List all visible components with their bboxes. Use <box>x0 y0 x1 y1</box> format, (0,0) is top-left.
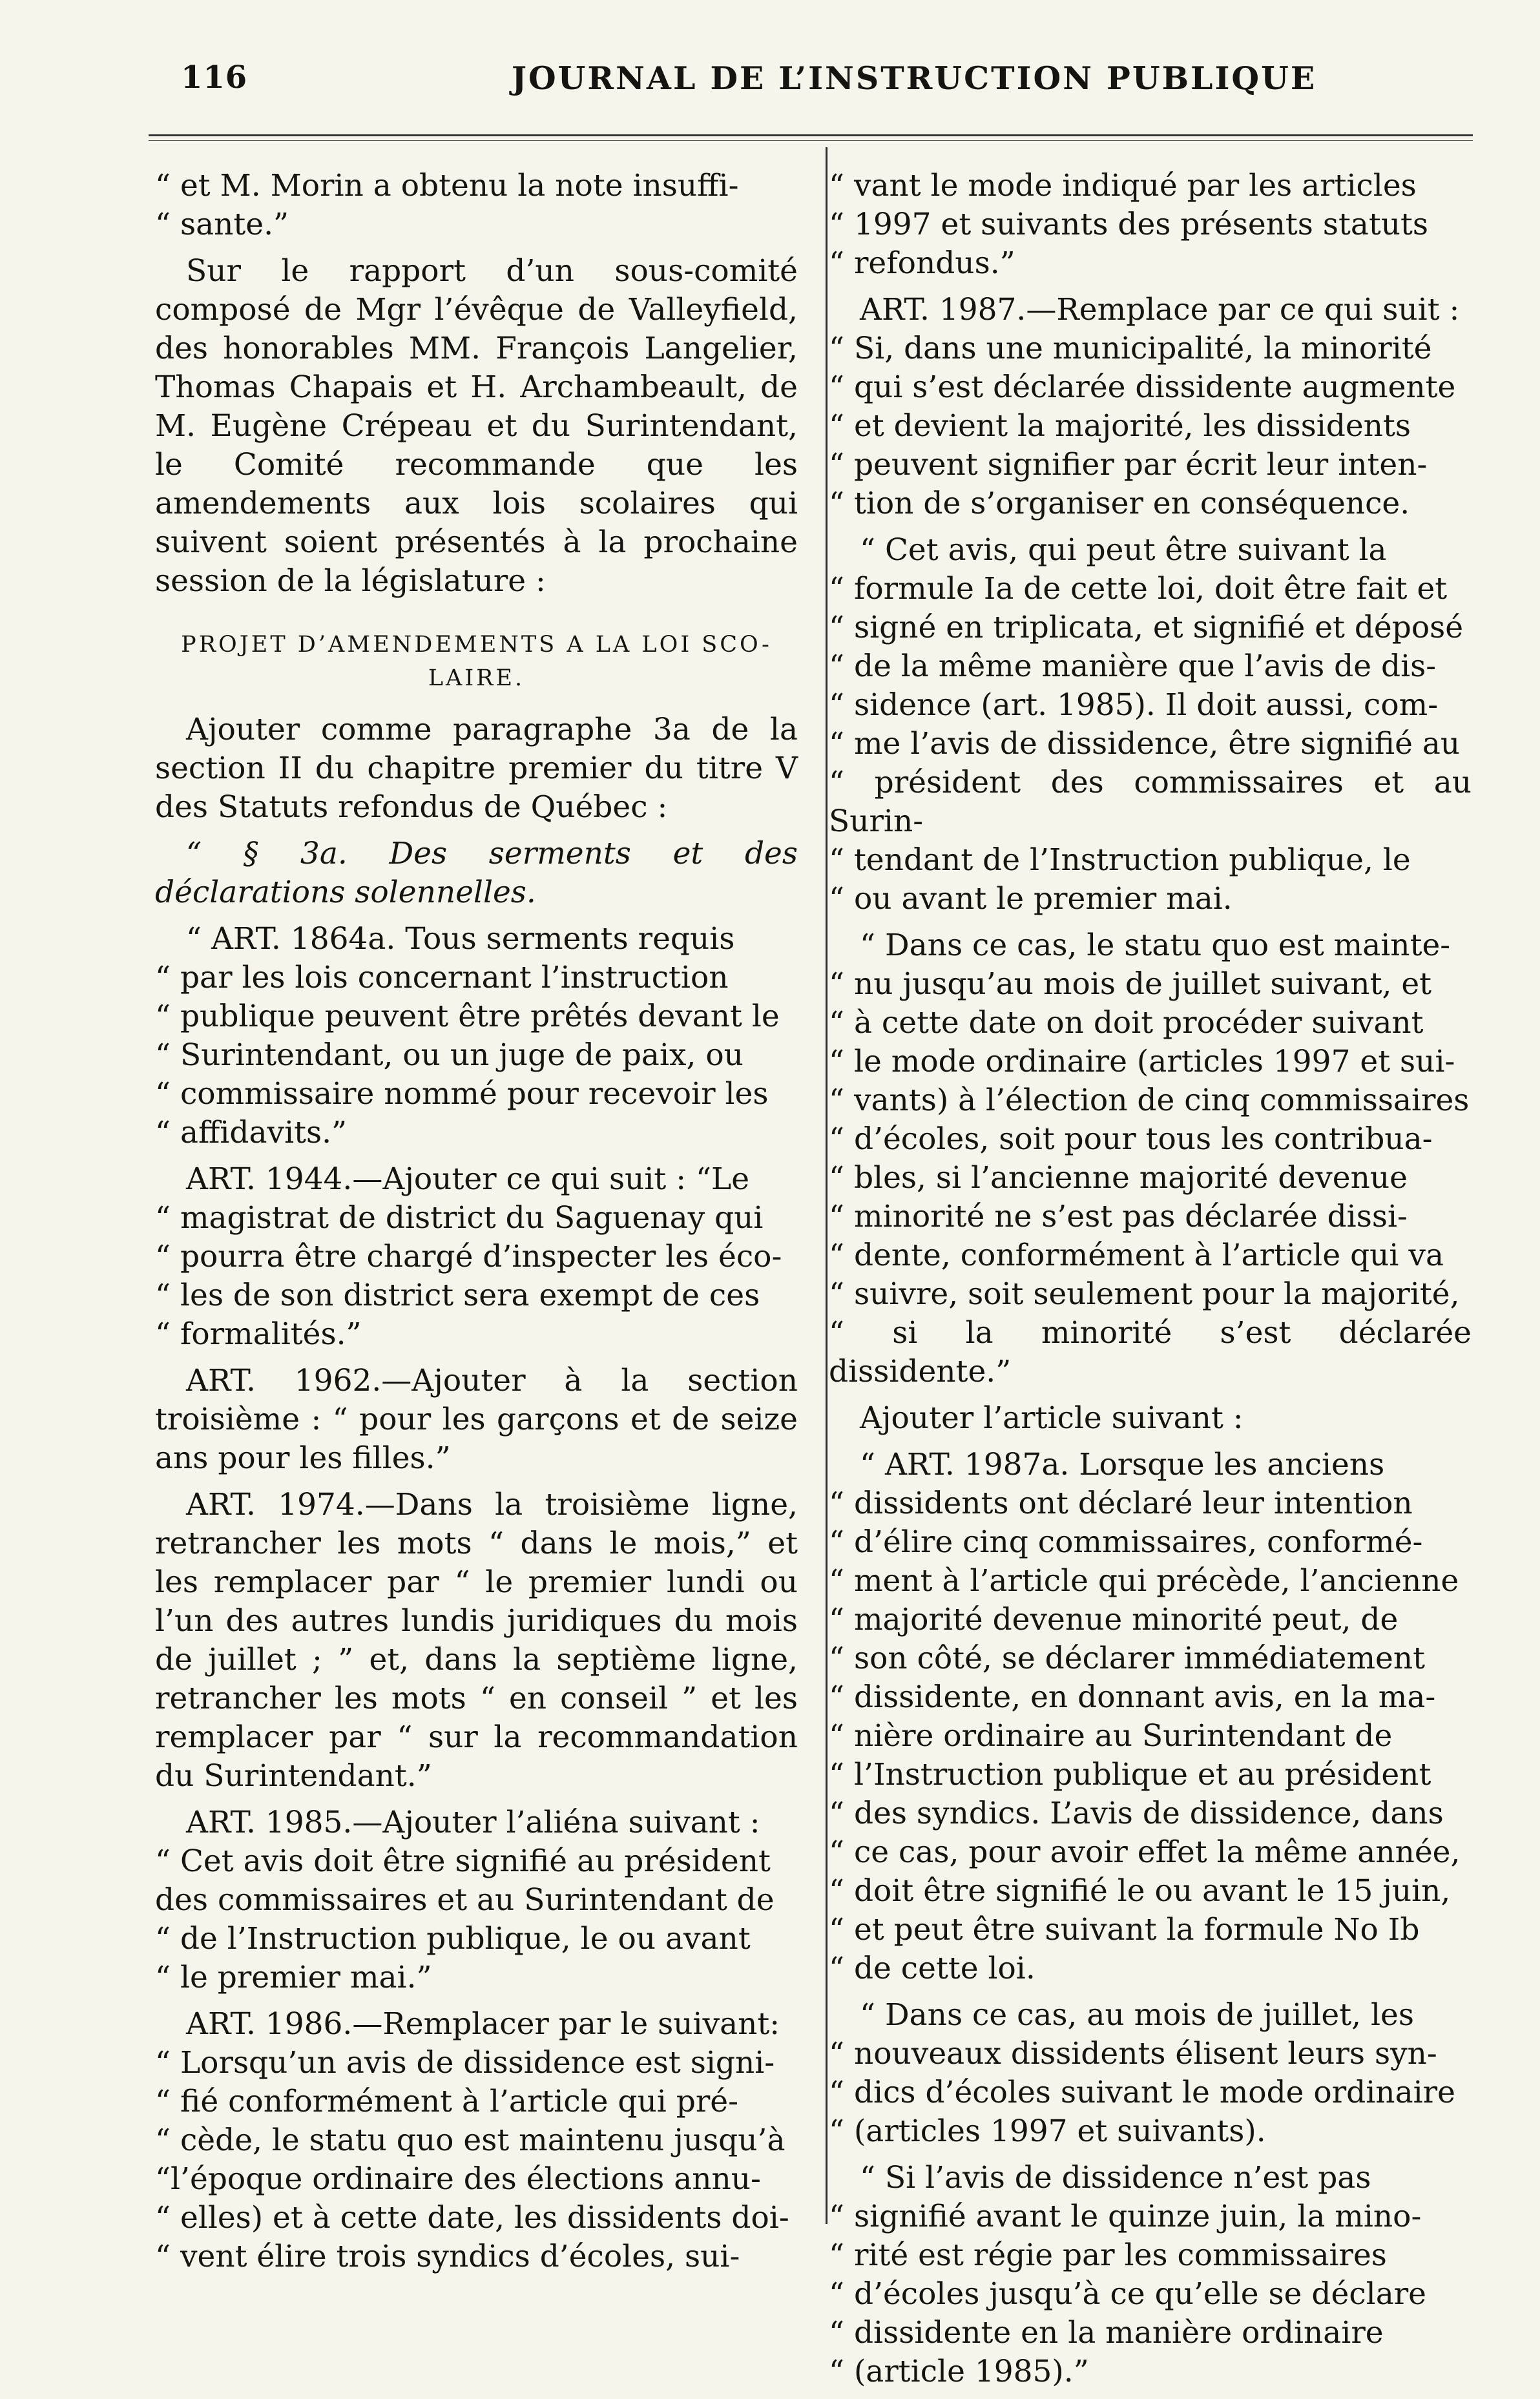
left-paragraph-1: “ et M. Morin a obtenu la note insuffi- “ sante.” <box>155 168 739 242</box>
left-column <box>155 167 798 2284</box>
right-paragraph-6: “ ART. 1987a. Lorsque les anciens “ dissidents ont déclaré leur intention “ d’élire cinq commissaires, conformé- “ ment à l’article qui précède, l’ancienne “ majorité devenue minorité peut, de “ son côté, se déclarer immédiatement “ dissidente, en donnant avis, en la ma- “ nière ordinaire au Surintendant de “ l’Instruction publique et au président “ des syndics. L’avis de dissidence, dans “ ce cas, pour avoir effet la même année, “ doit être signifié le ou avant le 15 juin, “ et peut être suivant la formule No Ib “ de cette loi. <box>829 1447 1461 1986</box>
right-column <box>829 167 1472 2399</box>
left-paragraph-4: “ § 3a. Des serments et des déclarations solennelles. <box>155 836 798 910</box>
right-paragraph-5: Ajouter l’article suivant : <box>860 1400 1243 1436</box>
page-header <box>181 53 1460 111</box>
right-paragraph-8: “ Si l’avis de dissidence n’est pas “ signifié avant le quinze juin, la mino- “ rité est régie par les commissaires “ d’écoles jusqu’à ce qu’elle se déclare “ dissidente en la manière ordinaire “ (article 1985).” <box>829 2160 1426 2389</box>
left-paragraph-6: ART. 1944.—Ajouter ce qui suit : “Le “ magistrat de district du Saguenay qui “ pourra être chargé d’inspecter les éco- “ les de son district sera exempt de ces “ formalités.” <box>155 1161 782 1352</box>
left-paragraph-10: ART. 1986.—Remplacer par le suivant: “ Lorsqu’un avis de dissidence est signi- “ fié conformément à l’article qui pré- “ cède, le statu quo est maintenu jusqu’à “l’époque ordinaire des élections annu- “ elles) et à cette date, les dissidents doi- “ vent élire trois syndics d’écoles, sui- <box>155 2006 789 2274</box>
left-paragraph-9: ART. 1985.—Ajouter l’aliéna suivant : “ Cet avis doit être signifié au président des commissaires et au Surintendant de “ de l’Instruction publique, le ou avant “ le premier mai.” <box>155 1805 775 1995</box>
right-paragraph-3: “ Cet avis, qui peut être suivant la “ formule Ia de cette loi, doit être fait et “ signé en triplicata, et signifié et déposé “ de la même manière que l’avis de dis- “ sidence (art. 1985). Il doit aussi, com- “ me l’avis de dissidence, être signifié au “ président des commissaires et au Surin- “ tendant de l’Instruction publique, le “ ou avant le premier mai. <box>829 532 1472 917</box>
column-divider <box>826 147 827 2224</box>
running-head: JOURNAL DE L’INSTRUCTION PUBLIQUE <box>511 59 1317 97</box>
page-number: 116 <box>181 59 248 96</box>
left-paragraph-5: “ ART. 1864a. Tous serments requis “ par les lois concernant l’instruction “ publique peuvent être prêtés devant le “ Surintendant, ou un juge de paix, ou “ commissaire nommé pour recevoir les “ affidavits.” <box>155 921 780 1150</box>
left-paragraph-2: Sur le rapport d’un sous-comité composé de Mgr l’évêque de Valleyfield, des honorables MM. François Langelier, Thomas Chapais et H. Archambeault, de M. Eugène Crépeau et du Surintendant, le Comité recommande que les amendements aux lois scolaires qui suivent soient présentés à la prochaine session de la législature : <box>155 253 798 599</box>
left-paragraph-8: ART. 1974.—Dans la troisième ligne, retrancher les mots “ dans le mois,” et les remplacer par “ le premier lundi ou l’un des autres lundis juridiques du mois de juillet ; ” et, dans la septième ligne, retrancher les mots “ en conseil ” et les remplacer par “ sur la recommandation du Surintendant.” <box>155 1487 798 1794</box>
right-paragraph-2: ART. 1987.—Remplace par ce qui suit : “ Si, dans une municipalité, la minorité “ qui s’est déclarée dissidente augmente “ et devient la majorité, les dissidents “ peuvent signifier par écrit leur inten- “ tion de s’organiser en conséquence. <box>829 292 1460 521</box>
section-heading: PROJET D’AMENDEMENTS A LA LOI SCO- LAIRE. <box>181 632 772 691</box>
header-rule <box>149 134 1473 141</box>
right-paragraph-4: “ Dans ce cas, le statu quo est mainte- “ nu jusqu’au mois de juillet suivant, et “ à cette date on doit procéder suivant “ le mode ordinaire (articles 1997 et sui- “ vants) à l’élection de cinq commissaires “ d’écoles, soit pour tous les contribua- “ bles, si l’ancienne majorité devenue “ minorité ne s’est pas déclarée dissi- “ dente, conformément à l’article qui va “ suivre, soit seulement pour la majorité, “ si la minorité s’est déclarée dissidente.” <box>829 928 1472 1389</box>
right-paragraph-7: “ Dans ce cas, au mois de juillet, les “ nouveaux dissidents élisent leurs syn- “ dics d’écoles suivant le mode ordinaire “ (articles 1997 et suivants). <box>829 1997 1455 2149</box>
left-paragraph-3: Ajouter comme paragraphe 3a de la section II du chapitre premier du titre V des Statuts refondus de Québec : <box>155 712 798 825</box>
right-paragraph-1: “ vant le mode indiqué par les articles “ 1997 et suivants des présents statuts “ refondus.” <box>829 168 1429 281</box>
left-paragraph-7: ART. 1962.—Ajouter à la section troisième : “ pour les garçons et de seize ans pour les filles.” <box>155 1363 798 1476</box>
